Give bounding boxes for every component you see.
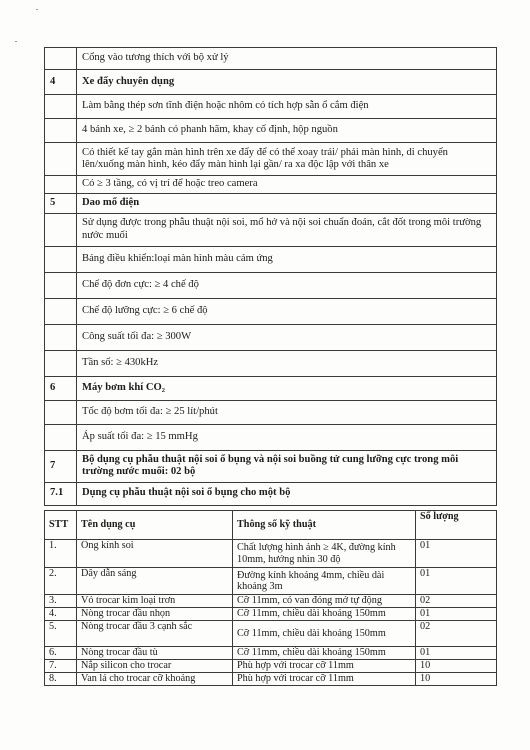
spec-row-text: Chế độ lưỡng cực: ≥ 6 chế độ — [77, 298, 497, 324]
spec-row — [45, 246, 497, 272]
header-spec: Thông số kỹ thuật — [233, 511, 416, 540]
spec-row-number — [45, 119, 77, 143]
item-qty: 01 — [416, 540, 497, 568]
spec-row — [45, 70, 497, 95]
item-spec: Cỡ 11mm, có van đóng mở tự động — [233, 595, 416, 608]
item-spec: Cỡ 11mm, chiều dài khoảng 150mm — [233, 647, 416, 660]
spec-row-number — [45, 298, 77, 324]
spec-table-top — [44, 47, 497, 506]
spec-row — [45, 376, 497, 400]
spec-row-number — [45, 48, 77, 70]
item-qty: 01 — [416, 568, 497, 595]
spec-row-number — [45, 246, 77, 272]
spec-row — [45, 213, 497, 246]
spec-row-text: Chế độ đơn cực: ≥ 4 chế độ — [77, 272, 497, 298]
spec-row-text: Tần số: ≥ 430kHz — [77, 350, 497, 376]
item-spec: Chất lượng hình ảnh ≥ 4K, đường kính 10mm, hướng nhìn 30 độ — [233, 540, 416, 568]
item-name: Vỏ trocar kim loại trơn — [77, 595, 233, 608]
item-stt: 1. — [45, 540, 77, 568]
item-name: Nòng trocar đầu nhọn — [77, 608, 233, 621]
spec-row-text: Dao mổ điện — [77, 193, 497, 213]
item-name: Nắp silicon cho trocar — [77, 660, 233, 673]
item-stt: 2. — [45, 568, 77, 595]
table-row — [45, 647, 497, 660]
spec-row — [45, 119, 497, 143]
spec-row — [45, 450, 497, 482]
item-qty: 10 — [416, 660, 497, 673]
spec-row-text: Có ≥ 3 tầng, có vị trí để hoặc treo camera — [77, 176, 497, 194]
item-stt: 3. — [45, 595, 77, 608]
item-qty: 01 — [416, 608, 497, 621]
item-qty: 02 — [416, 621, 497, 647]
spec-row-text: Áp suất tối đa: ≥ 15 mmHg — [77, 424, 497, 450]
spec-row-number — [45, 143, 77, 176]
spec-row-text: Bảng điều khiển:loại màn hình màu cảm ứng — [77, 246, 497, 272]
spec-row-number — [45, 176, 77, 194]
scan-speck — [36, 9, 38, 10]
spec-row-number — [45, 272, 77, 298]
instrument-table-body — [45, 511, 497, 686]
spec-row — [45, 350, 497, 376]
table-row — [45, 660, 497, 673]
table-row — [45, 540, 497, 568]
spec-row — [45, 424, 497, 450]
spec-row-text: Xe đẩy chuyên dụng — [77, 70, 497, 95]
spec-row — [45, 48, 497, 70]
item-stt: 4. — [45, 608, 77, 621]
spec-row-number: 7 — [45, 450, 77, 482]
header-name: Tên dụng cụ — [77, 511, 233, 540]
spec-row-number — [45, 95, 77, 119]
item-qty: 01 — [416, 647, 497, 660]
spec-row-text: Bộ dụng cụ phẫu thuật nội soi ổ bụng và nội soi buồng tử cung lưỡng cực trong môi trường nước muối: 02 bộ — [77, 450, 497, 482]
item-stt: 7. — [45, 660, 77, 673]
item-spec: Cỡ 11mm, chiều dài khoảng 150mm — [233, 608, 416, 621]
spec-row — [45, 95, 497, 119]
item-stt: 8. — [45, 673, 77, 686]
item-qty: 02 — [416, 595, 497, 608]
table-row — [45, 621, 497, 647]
spec-row — [45, 400, 497, 424]
item-spec: Phù hợp với trocar cỡ 11mm — [233, 673, 416, 686]
spec-row-text: Có thiết kế tay gắn màn hình trên xe đẩy để có thể xoay trái/ phải màn hình, di chuyển lên/xuống màn hình, kéo đẩy màn hình lại gần/ ra xa độc lập với thân xe — [77, 143, 497, 176]
spec-row-number: 4 — [45, 70, 77, 95]
item-spec: Cỡ 11mm, chiều dài khoảng 150mm — [233, 621, 416, 647]
spec-row-number — [45, 400, 77, 424]
spec-row — [45, 482, 497, 505]
spec-row-number — [45, 350, 77, 376]
spec-row-number: 7.1 — [45, 482, 77, 505]
item-stt: 5. — [45, 621, 77, 647]
item-name: Dây dẫn sáng — [77, 568, 233, 595]
table-row — [45, 608, 497, 621]
spec-row-number — [45, 213, 77, 246]
spec-row-text: Tốc độ bơm tối đa: ≥ 25 lít/phút — [77, 400, 497, 424]
spec-row — [45, 272, 497, 298]
item-name: Nòng trocar đầu 3 cạnh sắc — [77, 621, 233, 647]
item-stt: 6. — [45, 647, 77, 660]
spec-row — [45, 324, 497, 350]
spec-row — [45, 143, 497, 176]
spec-row-number: 6 — [45, 376, 77, 400]
spec-row-number: 5 — [45, 193, 77, 213]
item-spec: Phù hợp với trocar cỡ 11mm — [233, 660, 416, 673]
item-qty: 10 — [416, 673, 497, 686]
spec-row-text: Làm bằng thép sơn tĩnh điện hoặc nhôm có tích hợp sẵn ổ cắm điện — [77, 95, 497, 119]
spec-row-number — [45, 324, 77, 350]
spec-row — [45, 298, 497, 324]
spec-row-text: Công suất tối đa: ≥ 300W — [77, 324, 497, 350]
item-spec: Đường kính khoảng 4mm, chiều dài khoảng 3m — [233, 568, 416, 595]
spec-row-text: 4 bánh xe, ≥ 2 bánh có phanh hãm, khay cố định, hộp nguồn — [77, 119, 497, 143]
header-stt: STT — [45, 511, 77, 540]
spec-row-text: Máy bơm khí CO₂ — [77, 376, 497, 400]
table-row — [45, 595, 497, 608]
table-row — [45, 673, 497, 686]
spec-row-text: Dụng cụ phẫu thuật nội soi ổ bụng cho một bộ — [77, 482, 497, 505]
scan-speck — [15, 41, 17, 42]
instrument-table — [44, 510, 497, 686]
table-row — [45, 568, 497, 595]
instrument-table-header — [45, 511, 497, 540]
spec-row-number — [45, 424, 77, 450]
spec-row-text: Sử dụng được trong phẫu thuật nội soi, mổ hở và nội soi chuẩn đoán, cắt đốt trong môi trường nước muối — [77, 213, 497, 246]
item-name: Van lá cho trocar cỡ khoảng — [77, 673, 233, 686]
spec-row — [45, 193, 497, 213]
spec-row-text: Cổng vào tương thích với bộ xử lý — [77, 48, 497, 70]
header-qty: Số lượng — [416, 511, 497, 540]
item-name: Nòng trocar đầu tù — [77, 647, 233, 660]
item-name: Ống kính soi — [77, 540, 233, 568]
spec-row — [45, 176, 497, 194]
spec-table-top-body — [45, 48, 497, 506]
